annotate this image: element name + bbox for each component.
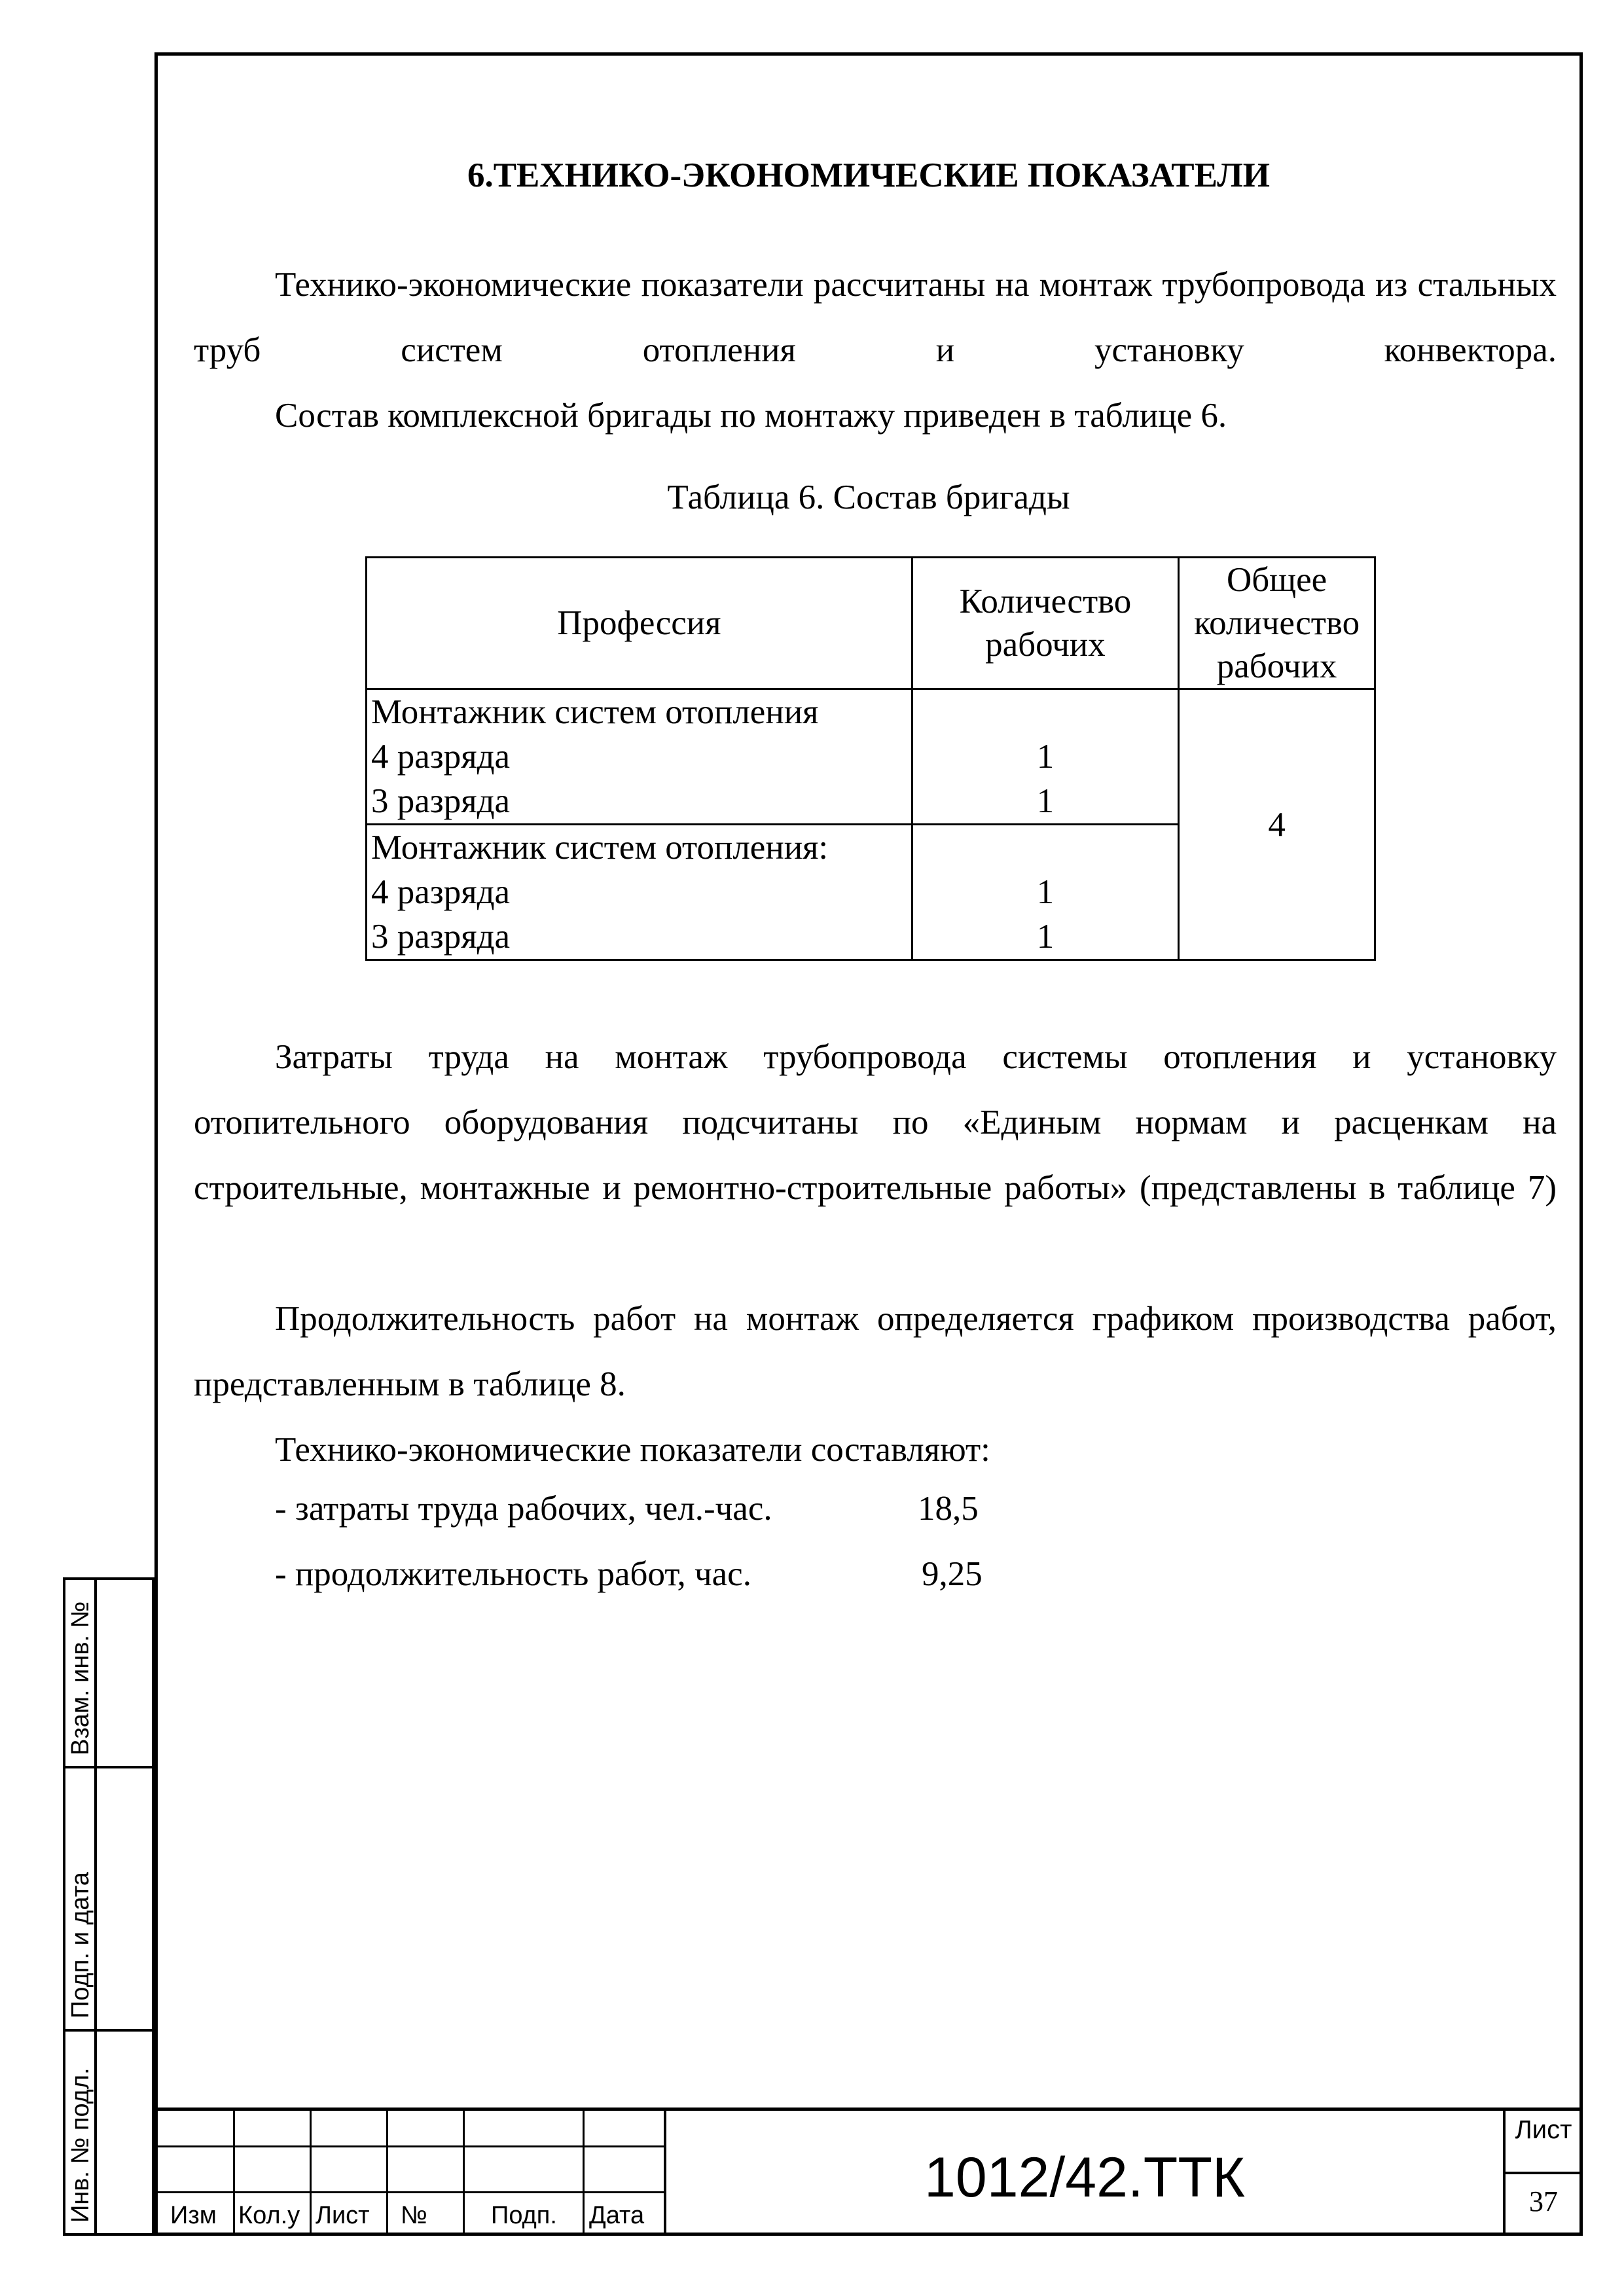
- table-header-row: [367, 558, 1375, 689]
- total-cell: 4: [1179, 689, 1375, 960]
- count-cell: 1 1: [912, 825, 1178, 960]
- stamp-label: Взам. инв. №: [67, 1601, 94, 1755]
- header-profession: Профессия: [367, 558, 912, 689]
- document-code: 1012/42.ТТК: [924, 2146, 1245, 2209]
- col-date: Дата: [589, 2202, 645, 2229]
- count-cell: 1 1: [912, 689, 1178, 825]
- indicator-duration-value: 9,25: [922, 1555, 983, 1593]
- col-quantity: Кол.у: [238, 2202, 300, 2229]
- stamp-label: Подп. и дата: [67, 1872, 94, 2018]
- col-doc-number: №: [401, 2202, 427, 2229]
- stamp-label: Инв. № подл.: [67, 2068, 94, 2223]
- sheet-label: Лист: [1515, 2115, 1572, 2144]
- indicators-intro: Технико-экономические показатели составляют:: [275, 1431, 990, 1469]
- profession-cell: Монтажник систем отопления: 4 разряда 3 разряда: [367, 825, 912, 960]
- intro-paragraph-2: Состав комплексной бригады по монтажу приведен в таблице 6.: [275, 397, 1227, 435]
- indicator-duration-label: - продолжительность работ, час.: [275, 1555, 751, 1593]
- col-change: Изм: [170, 2202, 217, 2229]
- table-row: [367, 689, 1375, 825]
- profession-cell: Монтажник систем отопления 4 разряда 3 разряда: [367, 689, 912, 825]
- indicator-labor-value: 18,5: [918, 1490, 979, 1528]
- sheet-number: 37: [1529, 2185, 1558, 2217]
- section-heading: 6.ТЕХНИКО-ЭКОНОМИЧЕСКИЕ ПОКАЗАТЕЛИ: [467, 156, 1271, 194]
- stamp-original-inventory: [63, 2029, 154, 2236]
- stamp-signature-date: [63, 1766, 154, 2032]
- table-caption: Таблица 6. Состав бригады: [667, 478, 1070, 516]
- crew-table: [365, 556, 1376, 961]
- title-block: [154, 2108, 1583, 2236]
- indicator-labor-label: - затраты труда рабочих, чел.-час.: [275, 1490, 772, 1528]
- labor-costs-paragraph: Затраты труда на монтаж трубопровода системы отопления и установку отопительного оборудования подсчитаны по «Единым нормам и расценкам на строительные, монтажные и ремонтно-строительные работы» (представлены в таблице 7): [194, 1038, 1557, 1207]
- col-sheet: Лист: [316, 2202, 370, 2229]
- col-signature: Подп.: [491, 2202, 557, 2229]
- header-total-workers: Общее количество рабочих: [1179, 558, 1375, 689]
- header-worker-count: Количество рабочих: [912, 558, 1178, 689]
- stamp-swap-inventory: [63, 1577, 154, 1768]
- intro-paragraph-1: Технико-экономические показатели рассчитаны на монтаж трубопровода из стальных труб систем отопления и установку конвектора.: [194, 266, 1557, 369]
- duration-paragraph: Продолжительность работ на монтаж определяется графиком производства работ, представленным в таблице 8.: [194, 1300, 1557, 1403]
